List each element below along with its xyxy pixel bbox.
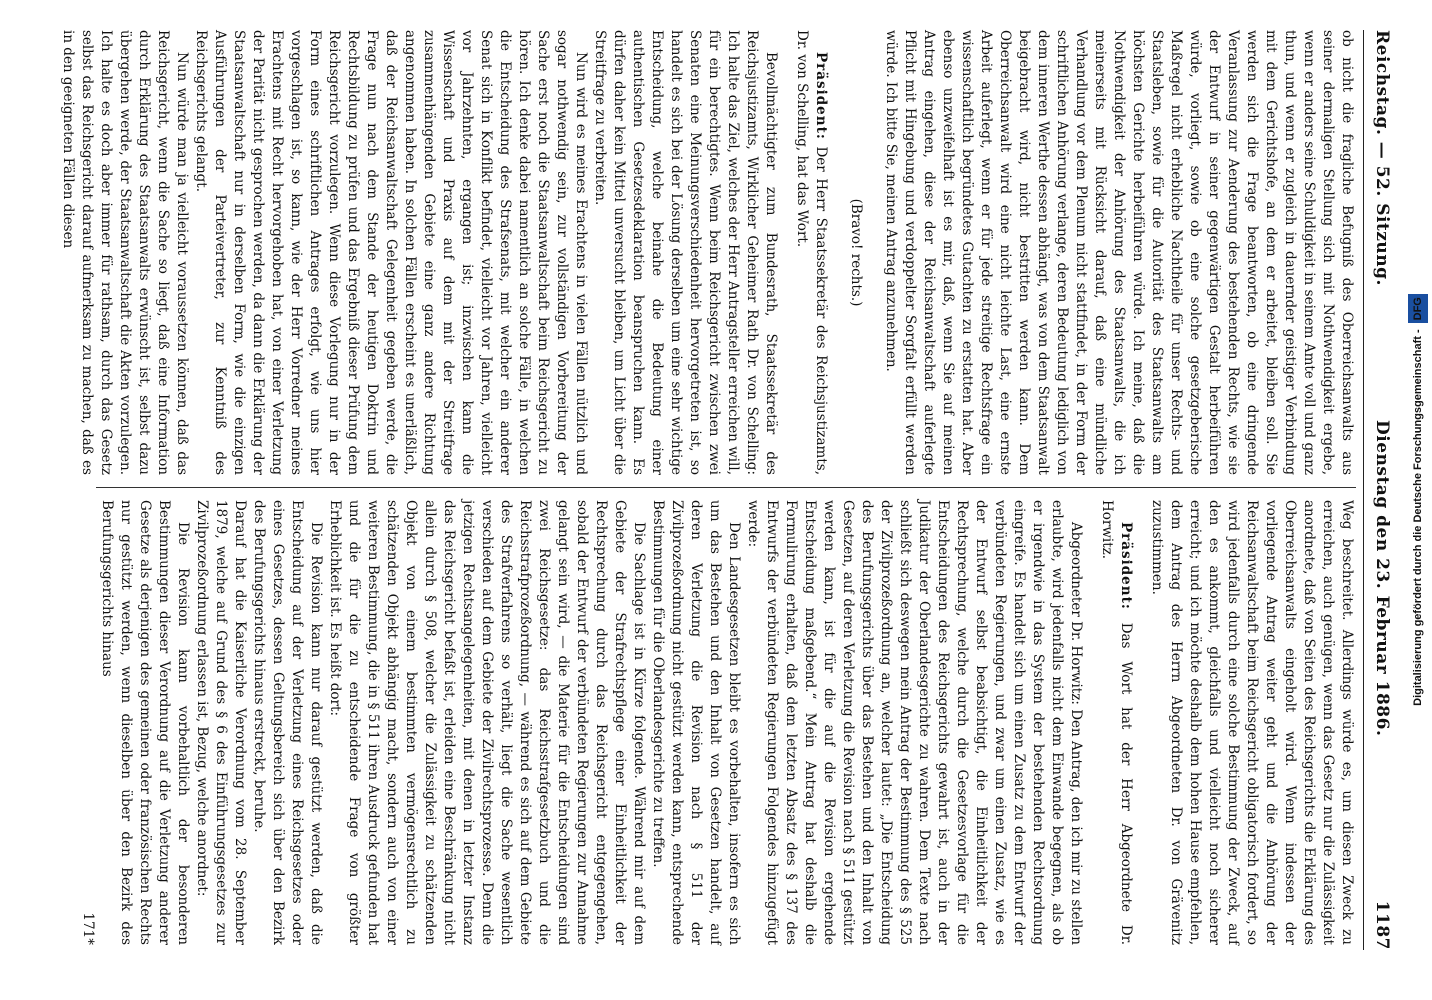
page-content (60, 30, 1392, 950)
paragraph-text: Das Wort hat der Herr Abgeordnete Dr. Horwitz. (1099, 500, 1134, 945)
paragraph: Bevollmächtigter zum Bundesrath, Staatssekretär des Reichsjustizamts, Wirklicher Geheimer Rath Dr. von Schelling: Ich halte das Ziel, welches der Herr Antragsteller erreichen will, für ein berechtigtes. Wenn beim Reichsgericht zwischen zwei Senaten eine Meinungsverschiedenheit hervorgetreten ist, so handelt es sich bei der Lösung derselben um eine sehr wichtige Entscheidung, welche beinahe die Bedeutung einer authentischen Gesetzesdeklaration beanspruchen kann. Es dürfen daher kein Mittel unversucht bleiben, um Licht über die Streitfrage zu verbreiten. (592, 30, 779, 475)
paragraph: Den Landesgesetzen bleibt es vorbehalten, insofern es sich um das Bestehen und den Inhalt von Gesetzen handelt, auf deren Verletzung die Revision nach § 511 der Zivilprozeßordnung nicht gestützt werden kann, entsprechende Bestimmungen für die Oberlandesgerichte zu treffen. (650, 500, 742, 945)
interjection: (Bravo! rechts.) (848, 198, 864, 307)
paragraph-gap (1135, 500, 1147, 945)
paragraph: Die Revision kann nur darauf gestützt werden, daß die Entscheidung auf der Verletzung eines Reichsgesetzes oder eines Gesetzes, dessen Geltungsbereich sich über den Bezirk des Berufungsgerichts hinaus erstreckt, beruhe. (251, 500, 324, 945)
speaker-label: Präsident: (813, 52, 829, 140)
paragraph: Darauf hat die Kaiserliche Verordnung vom 28. September 1879, welche auf Grund des § 6 des Einführungsgesetzes zur Zivilprozeßordnung erlassen ist, Bezug, welche anordnet: (194, 500, 248, 945)
paragraph (1097, 500, 1135, 945)
header-rule (1363, 30, 1364, 950)
paragraph-gap (1085, 500, 1097, 945)
speaker-label: Präsident: (1118, 522, 1134, 610)
paragraph: Die Revision kann vorbehaltlich der besonderen Bestimmungen dieser Verordnung auf die Verletzung anderer Gesetze als derjenigen des gemeinen oder französischen Rechts nur gestützt werden, wenn dieselben über den Bezirk des Berufungsgerichts hinaus (99, 500, 191, 945)
page-header (1366, 30, 1392, 950)
paragraph: Nun wird es meines Erachtens in vielen Fällen nützlich und sogar nothwendig sein, zur vollständigen Vorbereitung der Sache erst noch die Staatsanwaltschaft beim Reichsgericht zu hören. Ich denke dabei namentlich an solche Fälle, in welchen die Entscheidung des Strafsenats, mit welcher ein anderer Senat sich in Konflikt befindet, vielleicht vor Jahren, vielleicht vor Jahrzehnten, ergangen ist; inzwischen kann die Wissenschaft und Praxis auf dem mit der Streitfrage zusammenhängenden Gebiete eine ganz andere Richtung angenommen haben. In solchen Fällen erscheint es unerläßlich, daß der Reichsanwaltschaft Gelegenheit gegeben werde, die Frage nun nach dem Stande der heutigen Doktrin und Rechtsbildung zu prüfen und das Ergebniß dieser Prüfung dem Reichsgericht vorzulegen. Wenn diese Vorlegung nur in der Form eines schriftlichen Antrages erfolgt, wie uns hier vorgeschlagen ist, so kann, wie der Herr Vorredner meines Erachtens mit Recht hervorgehoben hat, von einer Verletzung der Parität nicht gesprochen werden, da dann die Erklärung der Staatsanwaltschaft nur in derselben Form, wie die einzigen Ausführungen der Parteivertreter, zur Kenntniß des Reichsgerichts gelangt. (193, 30, 589, 475)
sheet-signature: 171* (80, 912, 96, 945)
right-column (80, 500, 1356, 945)
paragraph: ob nicht die fragliche Befugniß des Oberreichsanwalts aus seiner dermaligen Stellung sich mit Nothwendigkeit ergebe, wenn er anders seine Schuldigkeit in seinem Amte voll und ganz thun, und wenn er zugleich in dauernder geistiger Verbindung mit dem Gerichtshofe, an dem er arbeitet, bleiben soll. Sie werden sich die Frage beantworten, ob eine dringende Veranlassung zur Aenderung des bestehenden Rechts, wie sie der Entwurf in seiner gegenwärtigen Gestalt herbeiführen würde, vorliegt, sowie ob eine solche gesetzgeberische Maßregel nicht erhebliche Nachtheile für unser Rechts- und Staatsleben, sowie für die Autorität des Staatsanwalts am höchsten Gerichte herbeiführen würde. Ich meine, daß die Nothwendigkeit der Anhörung des Staatsanwalts, die ich meinerseits mit Rücksicht darauf, daß eine mündliche Verhandlung vor dem Plenum nicht stattfindet, in der Form der schriftlichen Anhörung verlange, deren Bedeutung lediglich von dem inneren Werthe dessen abhängt, was von dem Staatsanwalt beigebracht wird, nicht bestritten werden kann. Dem Oberreichsanwalt wird eine nicht leichte Last, eine ernste Arbeit auferlegt, wenn er für jede streitige Rechtsfrage ein wissenschaftlich begründetes Gutachten zu erstatten hat. Aber ebenso unzweifelhaft ist es mir, daß, wenn Sie auf meinen Antrag eingehen, diese der Reichsanwaltschaft auferlegte Pflicht mit Hingebung und verdoppelter Sorgfalt erfüllt werden würde. Ich bitte Sie, meinen Antrag anzunehmen. (883, 30, 1355, 475)
paragraph: Die Sachlage ist in Kürze folgende. Während mir auf dem Gebiete der Strafrechtspflege einer Einheitlichkeit der Rechtsprechung durch das Reichsgericht entgegengehen, sobald der Entwurf der verbündeten Regierungen zur Annahme gelangt sein wird, — die Materie für die Entscheidungen sind zwei Reichsgesetze: das Reichsstrafgesetzbuch und die Reichsstrafprozeßordnung, — während es sich auf dem Gebiete des Strafverfahrens so verhält, liegt die Sache wesentlich verschieden auf dem Gebiete der Zivilrechtsprozesse. Denn die jetzigen Rechtsangelegenheiten, mit denen in letzter Instanz das Reichsgericht befaßt ist, erleiden eine Beschränkung nicht allein durch § 508, welcher die Zulässigkeit zu schätzenden Objekt von einem bestimmten vermögensrechtlich zu schätzenden Objekt abhängig macht, sondern auch von einer weiteren Bestimmung, die in § 511 ihren Ausdruck gefunden hat und die für die zu entscheidende Frage von größter Erheblichkeit ist. Es heißt dort: (327, 500, 647, 945)
paragraph-gap (780, 30, 792, 475)
header-date: Dienstag den 23. Februar 1886. (1372, 420, 1392, 737)
paragraph (792, 30, 830, 475)
paragraph-text: Der Herr Staatssekretär des Reichsjustizamts, Dr. von Schelling, hat das Wort. (794, 30, 829, 475)
paragraph: Weg beschreitet. Allerdings würde es, um diesen Zweck zu erreichen, auch genügen, wenn das Gesetz nur die Zulässigkeit anordnete, daß von Seiten des Reichsgerichts die Erklärung des Oberreichsanwalts eingeholt wird. Wenn indessen der vorliegende Antrag weiter geht und die Anhörung der Reichsanwaltschaft beim Reichsgericht obligatorisch fordert, so wird jedenfalls durch eine solche Bestimmung der Zweck, auf den es ankommt, gleichfalls und vielleicht noch sicherer erreicht; und ich möchte deshalb dem hohen Hause empfehlen, dem Antrag des Herrn Abgeordneten Dr. von Grävenitz zuzustimmen. (1149, 500, 1355, 945)
header-left: Reichstag. — 52. Sitzung. (1372, 30, 1392, 286)
digitization-note (1408, 40, 1428, 960)
page-number: 1187 (1372, 900, 1392, 950)
paragraph: Nun würde man ja vielleicht voraussetzen können, daß das Reichsgericht, wenn die Sache so liegt, daß eine Information durch Erklärung des Staatsanwalts erwünscht ist, selbst dazu übergehen werde, der Staatsanwaltschaft die Akten vorzulegen. Ich halte es doch aber immer für rathsam, durch das Gesetz selbst das Reichsgericht darauf aufmerksam zu machen, daß es in den geeigneten Fällen diesen (60, 30, 190, 475)
digitization-text (1408, 40, 1428, 960)
dfg-logo: DFG (1408, 294, 1428, 323)
paragraph: Abgeordneter Dr. Horwitz: Den Antrag, den ich mir zu stellen erlaubte, wird jedenfalls nicht dem Einwande begegnen, als ob er irgendwie in das System der bestehenden Rechtsordnung eingreife. Es handelt sich um einen Zusatz zu dem Entwurf der verbündeten Regierungen, und zwar um einen Zusatz, wie es der Entwurf selbst beabsichtigt, die Einheitlichkeit der Rechtsprechung, welche durch die Gesetzesvorlage für die Entscheidungen des Reichsgerichts gewahrt ist, auch in der Judikatur der Oberlandesgerichte zu wahren. Dem Texte nach schließt sich deswegen mein Antrag der Bestimmung des § 525 der Zivilprozeßordnung an, welcher lautet: „Die Entscheidung des Berufungsgerichts über das Bestehen und den Inhalt von Gesetzen, auf deren Verletzung die Revision nach § 511 gestützt werden kann, ist für die auf die Revision ergehende Entscheidung maßgebend.“ Mein Antrag hat deshalb die Formulirung erhalten, daß dem letzten Absatz des § 137 des Entwurfs der verbündeten Regierungen Folgendes hinzugefügt werde: (745, 500, 1084, 945)
left-column (60, 30, 1356, 475)
column-divider (96, 487, 1356, 488)
digitization-label: Digitalisierung gefördert durch die Deutsche Forschungsgemeinschaft - (1412, 329, 1424, 706)
